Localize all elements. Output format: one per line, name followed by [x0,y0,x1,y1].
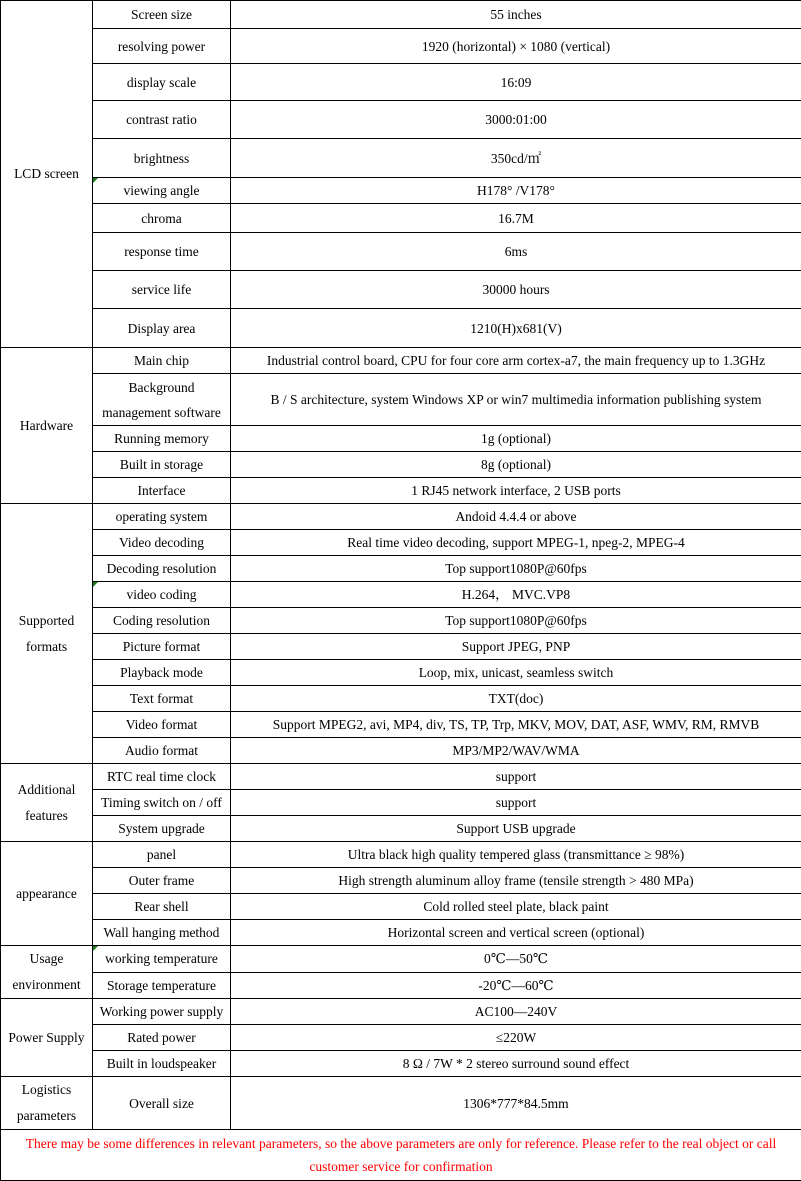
label-timing-switch: Timing switch on / off [93,790,231,816]
label-built-in-loudspeaker: Built in loudspeaker [93,1051,231,1077]
label-interface: Interface [93,478,231,504]
value-main-chip: Industrial control board, CPU for four core arm cortex-a7, the main frequency up to 1.3GHz [231,348,801,374]
value-contrast-ratio: 3000:01:00 [231,101,801,139]
label-contrast-ratio: contrast ratio [93,101,231,139]
label-resolving-power: resolving power [93,29,231,64]
category-hardware: Hardware [1,348,93,504]
label-background-management-software: Background management software [93,374,231,426]
label-storage-temperature: Storage temperature [93,972,231,999]
category-logistics-parameters: Logistics parameters [1,1077,93,1130]
label-video-coding: video coding [93,582,231,608]
category-appearance: appearance [1,842,93,946]
label-working-temperature: working temperature [93,946,231,973]
category-usage-environment: Usage environment [1,946,93,999]
value-background-management-software: B / S architecture, system Windows XP or win7 multimedia information publishing system [231,374,801,426]
value-screen-size: 55 inches [231,1,801,29]
category-supported-formats: Supported formats [1,504,93,764]
label-main-chip: Main chip [93,348,231,374]
value-timing-switch: support [231,790,801,816]
value-service-life: 30000 hours [231,271,801,309]
label-rear-shell: Rear shell [93,894,231,920]
label-picture-format: Picture format [93,634,231,660]
label-working-power-supply: Working power supply [93,999,231,1025]
value-built-in-storage: 8g (optional) [231,452,801,478]
label-video-decoding: Video decoding [93,530,231,556]
label-wall-hanging-method: Wall hanging method [93,920,231,946]
value-brightness: 350cd/㎡ [231,139,801,178]
label-rated-power: Rated power [93,1025,231,1051]
label-overall-size: Overall size [93,1077,231,1130]
value-resolving-power: 1920 (horizontal) × 1080 (vertical) [231,29,801,64]
label-screen-size: Screen size [93,1,231,29]
label-system-upgrade: System upgrade [93,816,231,842]
value-text-format: TXT(doc) [231,686,801,712]
value-working-temperature: 0℃—50℃ [231,946,801,973]
label-service-life: service life [93,271,231,309]
value-overall-size: 1306*777*84.5mm [231,1077,801,1130]
value-video-coding: H.264， MVC.VP8 [231,582,801,608]
label-viewing-angle: viewing angle [93,178,231,204]
label-running-memory: Running memory [93,426,231,452]
value-viewing-angle: H178° /V178° [231,178,801,204]
value-rated-power: ≤220W [231,1025,801,1051]
category-power-supply: Power Supply [1,999,93,1077]
value-display-area: 1210(H)x681(V) [231,309,801,348]
label-video-format: Video format [93,712,231,738]
value-video-decoding: Real time video decoding, support MPEG-1, npeg-2, MPEG-4 [231,530,801,556]
label-playback-mode: Playback mode [93,660,231,686]
label-display-area: Display area [93,309,231,348]
value-picture-format: Support JPEG, PNP [231,634,801,660]
label-text-format: Text format [93,686,231,712]
value-decoding-resolution: Top support1080P@60fps [231,556,801,582]
label-operating-system: operating system [93,504,231,530]
value-playback-mode: Loop, mix, unicast, seamless switch [231,660,801,686]
value-system-upgrade: Support USB upgrade [231,816,801,842]
label-coding-resolution: Coding resolution [93,608,231,634]
value-built-in-loudspeaker: 8 Ω / 7W * 2 stereo surround sound effect [231,1051,801,1077]
label-outer-frame: Outer frame [93,868,231,894]
value-audio-format: MP3/MP2/WAV/WMA [231,738,801,764]
disclaimer-text: There may be some differences in relevant parameters, so the above parameters are only for reference. Please refer to the real object or call customer service for confirmation [1,1130,801,1181]
value-response-time: 6ms [231,233,801,271]
value-display-scale: 16:09 [231,64,801,101]
label-chroma: chroma [93,204,231,233]
value-panel: Ultra black high quality tempered glass (transmittance ≥ 98%) [231,842,801,868]
value-rtc-real-time-clock: support [231,764,801,790]
value-rear-shell: Cold rolled steel plate, black paint [231,894,801,920]
label-panel: panel [93,842,231,868]
label-rtc-real-time-clock: RTC real time clock [93,764,231,790]
value-video-format: Support MPEG2, avi, MP4, div, TS, TP, Trp, MKV, MOV, DAT, ASF, WMV, RM, RMVB [231,712,801,738]
value-running-memory: 1g (optional) [231,426,801,452]
category-lcd-screen: LCD screen [1,1,93,348]
label-audio-format: Audio format [93,738,231,764]
label-display-scale: display scale [93,64,231,101]
value-outer-frame: High strength aluminum alloy frame (tensile strength > 480 MPa) [231,868,801,894]
label-brightness: brightness [93,139,231,178]
label-decoding-resolution: Decoding resolution [93,556,231,582]
value-coding-resolution: Top support1080P@60fps [231,608,801,634]
value-interface: 1 RJ45 network interface, 2 USB ports [231,478,801,504]
label-built-in-storage: Built in storage [93,452,231,478]
value-wall-hanging-method: Horizontal screen and vertical screen (optional) [231,920,801,946]
category-additional-features: Additional features [1,764,93,842]
value-working-power-supply: AC100—240V [231,999,801,1025]
value-operating-system: Andoid 4.4.4 or above [231,504,801,530]
value-storage-temperature: -20℃—60℃ [231,972,801,999]
label-response-time: response time [93,233,231,271]
value-chroma: 16.7M [231,204,801,233]
